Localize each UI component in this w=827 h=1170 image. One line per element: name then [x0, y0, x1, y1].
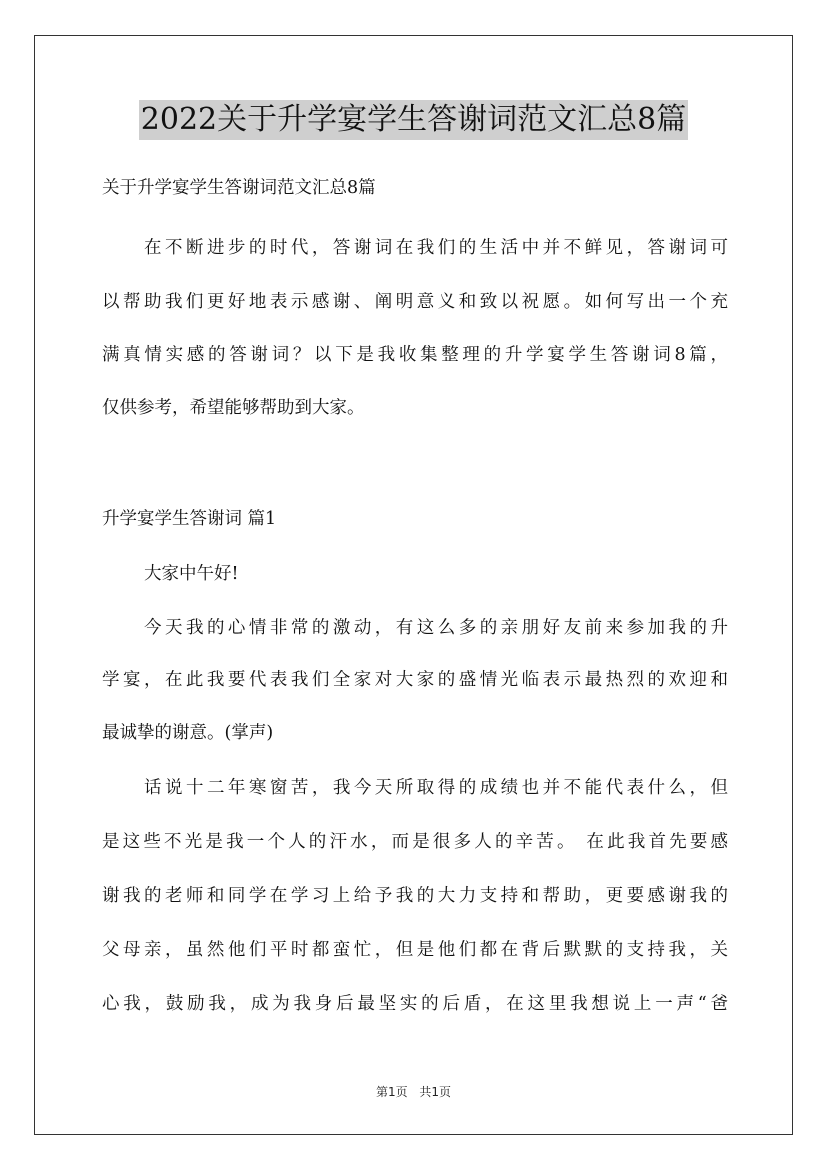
paragraph-line: 满真情实感的答谢词？以下是我收集整理的升学宴学生答谢词8篇， — [102, 345, 728, 365]
paragraph-line: 学宴，在此我要代表我们全家对大家的盛情光临表示最热烈的欢迎和 — [102, 670, 728, 690]
document-title: 2022关于升学宴学生答谢词范文汇总8篇 — [139, 100, 688, 140]
page-number: 第1页 — [375, 1085, 408, 1099]
paragraph-line: 心我，鼓励我，成为我身后最坚实的后盾，在这里我想说上一声“爸 — [102, 994, 728, 1014]
paragraph-line: 在不断进步的时代，答谢词在我们的生活中并不鲜见，答谢词可 — [144, 238, 728, 258]
page-total: 共1页 — [419, 1085, 452, 1099]
paragraph-line: 是这些不光是我一个人的汗水，而是很多人的辛苦。 在此我首先要感 — [102, 832, 728, 852]
paragraph-line: 谢我的老师和同学在学习上给予我的大力支持和帮助，更要感谢我的 — [102, 886, 728, 906]
paragraph-line: 今天我的心情非常的激动，有这么多的亲朋好友前来参加我的升 — [144, 618, 728, 638]
paragraph-line: 父母亲，虽然他们平时都蛮忙，但是他们都在背后默默的支持我，关 — [102, 940, 728, 960]
title-area — [0, 100, 827, 140]
paragraph-line: 仅供参考，希望能够帮助到大家。 — [102, 398, 365, 418]
page-footer — [0, 1083, 827, 1100]
paragraph-line: 最诚挚的谢意。(掌声) — [102, 723, 274, 743]
paragraph-line: 以帮助我们更好地表示感谢、阐明意义和致以祝愿。如何写出一个充 — [102, 292, 728, 312]
paragraph-line: 话说十二年寒窗苦，我今天所取得的成绩也并不能代表什么，但 — [144, 778, 728, 798]
paragraph-line: 大家中午好! — [144, 564, 239, 584]
subtitle-line: 关于升学宴学生答谢词范文汇总8篇 — [102, 178, 376, 198]
section-heading: 升学宴学生答谢词 篇1 — [102, 509, 277, 529]
